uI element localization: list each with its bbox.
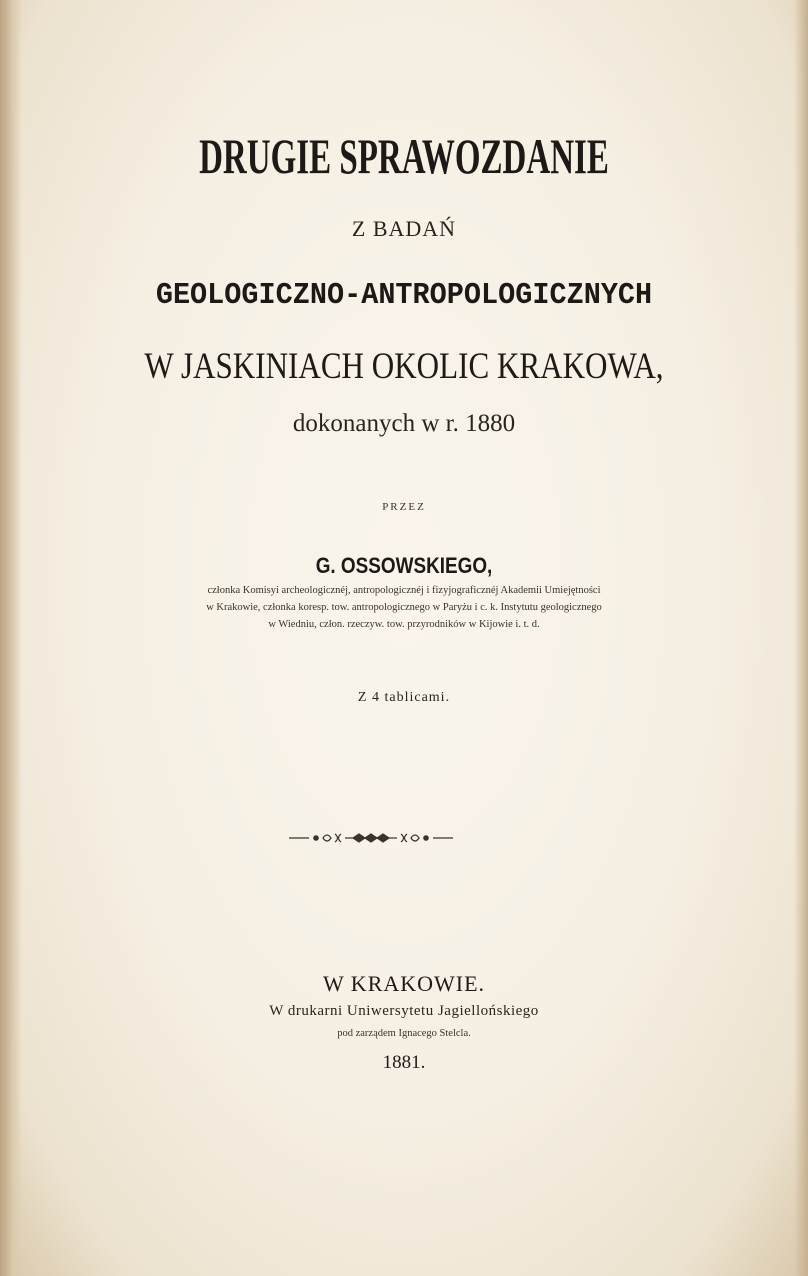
byline-label: PRZEZ	[382, 501, 426, 513]
title-subheading: Z BADAŃ	[351, 216, 457, 241]
author-credentials-line: członka Komisyi archeologicznéj, antropologicznéj i fizyjograficznéj Akademii Umiejętności	[207, 585, 601, 596]
title-date: dokonanych w r. 1880	[292, 410, 516, 437]
author-credentials-line: w Krakowie, członka koresp. tow. antropologicznego w Paryżu i c. k. Instytutu geologicznego	[206, 602, 602, 613]
author-credentials-line: w Wiedniu, człon. rzeczyw. tow. przyrodników w Kijowie i. t. d.	[268, 619, 540, 630]
imprint-year: 1881.	[382, 1052, 426, 1073]
page-edge-shadow-right	[794, 0, 808, 1276]
plates-note: Z 4 tablicami.	[357, 690, 451, 705]
printer-ornament-icon	[287, 826, 455, 850]
main-title: DRUGIE SPRAWOZDANIE	[199, 128, 609, 184]
title-subject: GEOLOGICZNO-ANTROPOLOGICZNYCH	[155, 278, 653, 313]
page-edge-shadow-left	[0, 0, 22, 1276]
title-place: W JASKINIACH OKOLIC KRAKOWA,	[144, 346, 664, 387]
imprint-city: W KRAKOWIE.	[322, 971, 486, 996]
author-name: G. OSSOWSKIEGO,	[315, 553, 493, 578]
imprint-printer: W drukarni Uniwersytetu Jagiellońskiego	[269, 1003, 539, 1019]
imprint-manager: pod zarządem Ignacego Stelcla.	[337, 1028, 471, 1039]
